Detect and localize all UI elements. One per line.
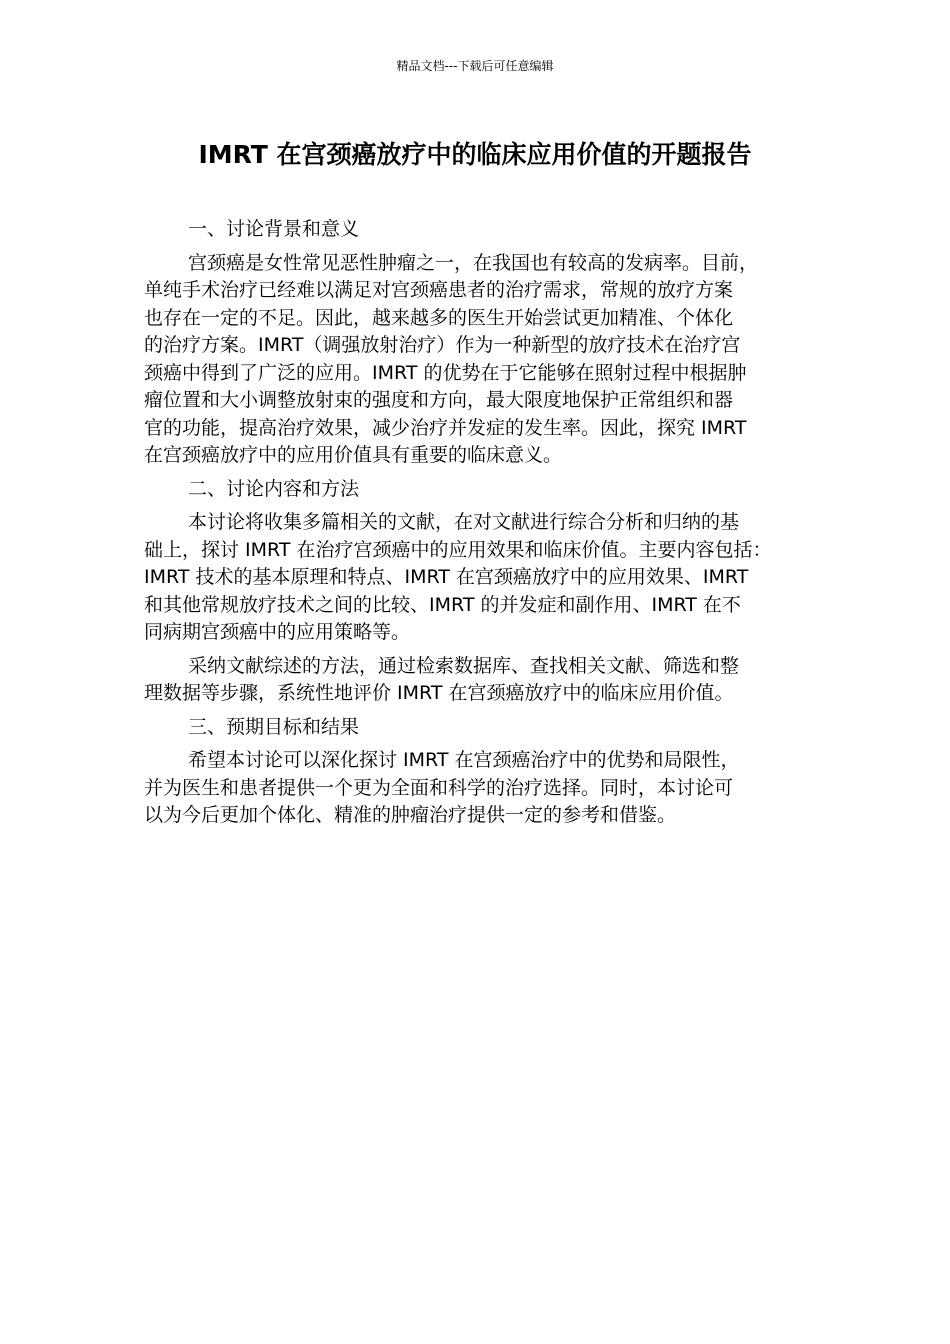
text-line: 希望本讨论可以深化探讨 IMRT 在宫颈癌治疗中的优势和局限性， <box>188 749 740 771</box>
text-line: 官的功能，提高治疗效果，减少治疗并发症的发生率。因此，探究 IMRT <box>144 416 747 439</box>
text-line: IMRT 技术的基本原理和特点、IMRT 在宫颈癌放疗中的应用效果、IMRT <box>144 566 749 588</box>
text-line: 宫颈癌是女性常见恶性肿瘤之一，在我国也有较高的发病率。目前， <box>188 251 759 274</box>
text-line: 单纯手术治疗已经难以满足对宫颈癌患者的治疗需求，常规的放疗方案 <box>144 279 734 301</box>
section-heading-content-methods: 二、讨论内容和方法 <box>188 477 360 500</box>
text-line: 同病期宫颈癌中的应用策略等。 <box>144 621 411 643</box>
paragraph-expected <box>144 747 808 830</box>
text-line: 础上，探讨 IMRT 在治疗宫颈癌中的应用效果和临床价值。主要内容包括： <box>144 538 772 561</box>
section-heading-background: 一、讨论背景和意义 <box>188 218 360 240</box>
text-line: 采纳文献综述的方法，通过检索数据库、查找相关文献、筛选和整 <box>188 654 740 677</box>
text-line: 理数据等步骤，系统性地评价 IMRT 在宫颈癌放疗中的临床应用价值。 <box>144 682 734 704</box>
text-line: 并为医生和患者提供一个更为全面和科学的治疗选择。同时，本讨论可 <box>144 776 734 799</box>
text-line: 本讨论将收集多篇相关的文献，在对文献进行综合分析和归纳的基 <box>188 511 740 533</box>
document-body <box>144 216 808 836</box>
text-line: 的治疗方案。IMRT（调强放射治疗）作为一种新型的放疗技术在治疗宫 <box>144 334 741 356</box>
text-line: 瘤位置和大小调整放射束的强度和方向，最大限度地保护正常组织和器 <box>144 389 734 411</box>
text-line: 颈癌中得到了广泛的应用。IMRT 的优势在于它能够在照射过程中根据肿 <box>144 361 747 384</box>
text-line: 和其他常规放疗技术之间的比较、IMRT 的并发症和副作用、IMRT 在不 <box>144 593 741 616</box>
paragraph-content <box>144 509 808 647</box>
section-heading-expected-results: 三、预期目标和结果 <box>188 715 360 738</box>
paragraph-background <box>144 250 808 470</box>
paragraph-methods <box>144 653 808 708</box>
document-title: IMRT 在宫颈癌放疗中的临床应用价值的开题报告 <box>198 140 752 169</box>
text-line: 在宫颈癌放疗中的应用价值具有重要的临床意义。 <box>144 444 563 466</box>
text-line: 以为今后更加个体化、精准的肿瘤治疗提供一定的参考和借鉴。 <box>144 804 677 826</box>
header-note: 精品文档---下载后可任意编辑 <box>396 59 554 73</box>
text-line: 也存在一定的不足。因此，越来越多的医生开始尝试更加精准、个体化 <box>144 306 734 329</box>
